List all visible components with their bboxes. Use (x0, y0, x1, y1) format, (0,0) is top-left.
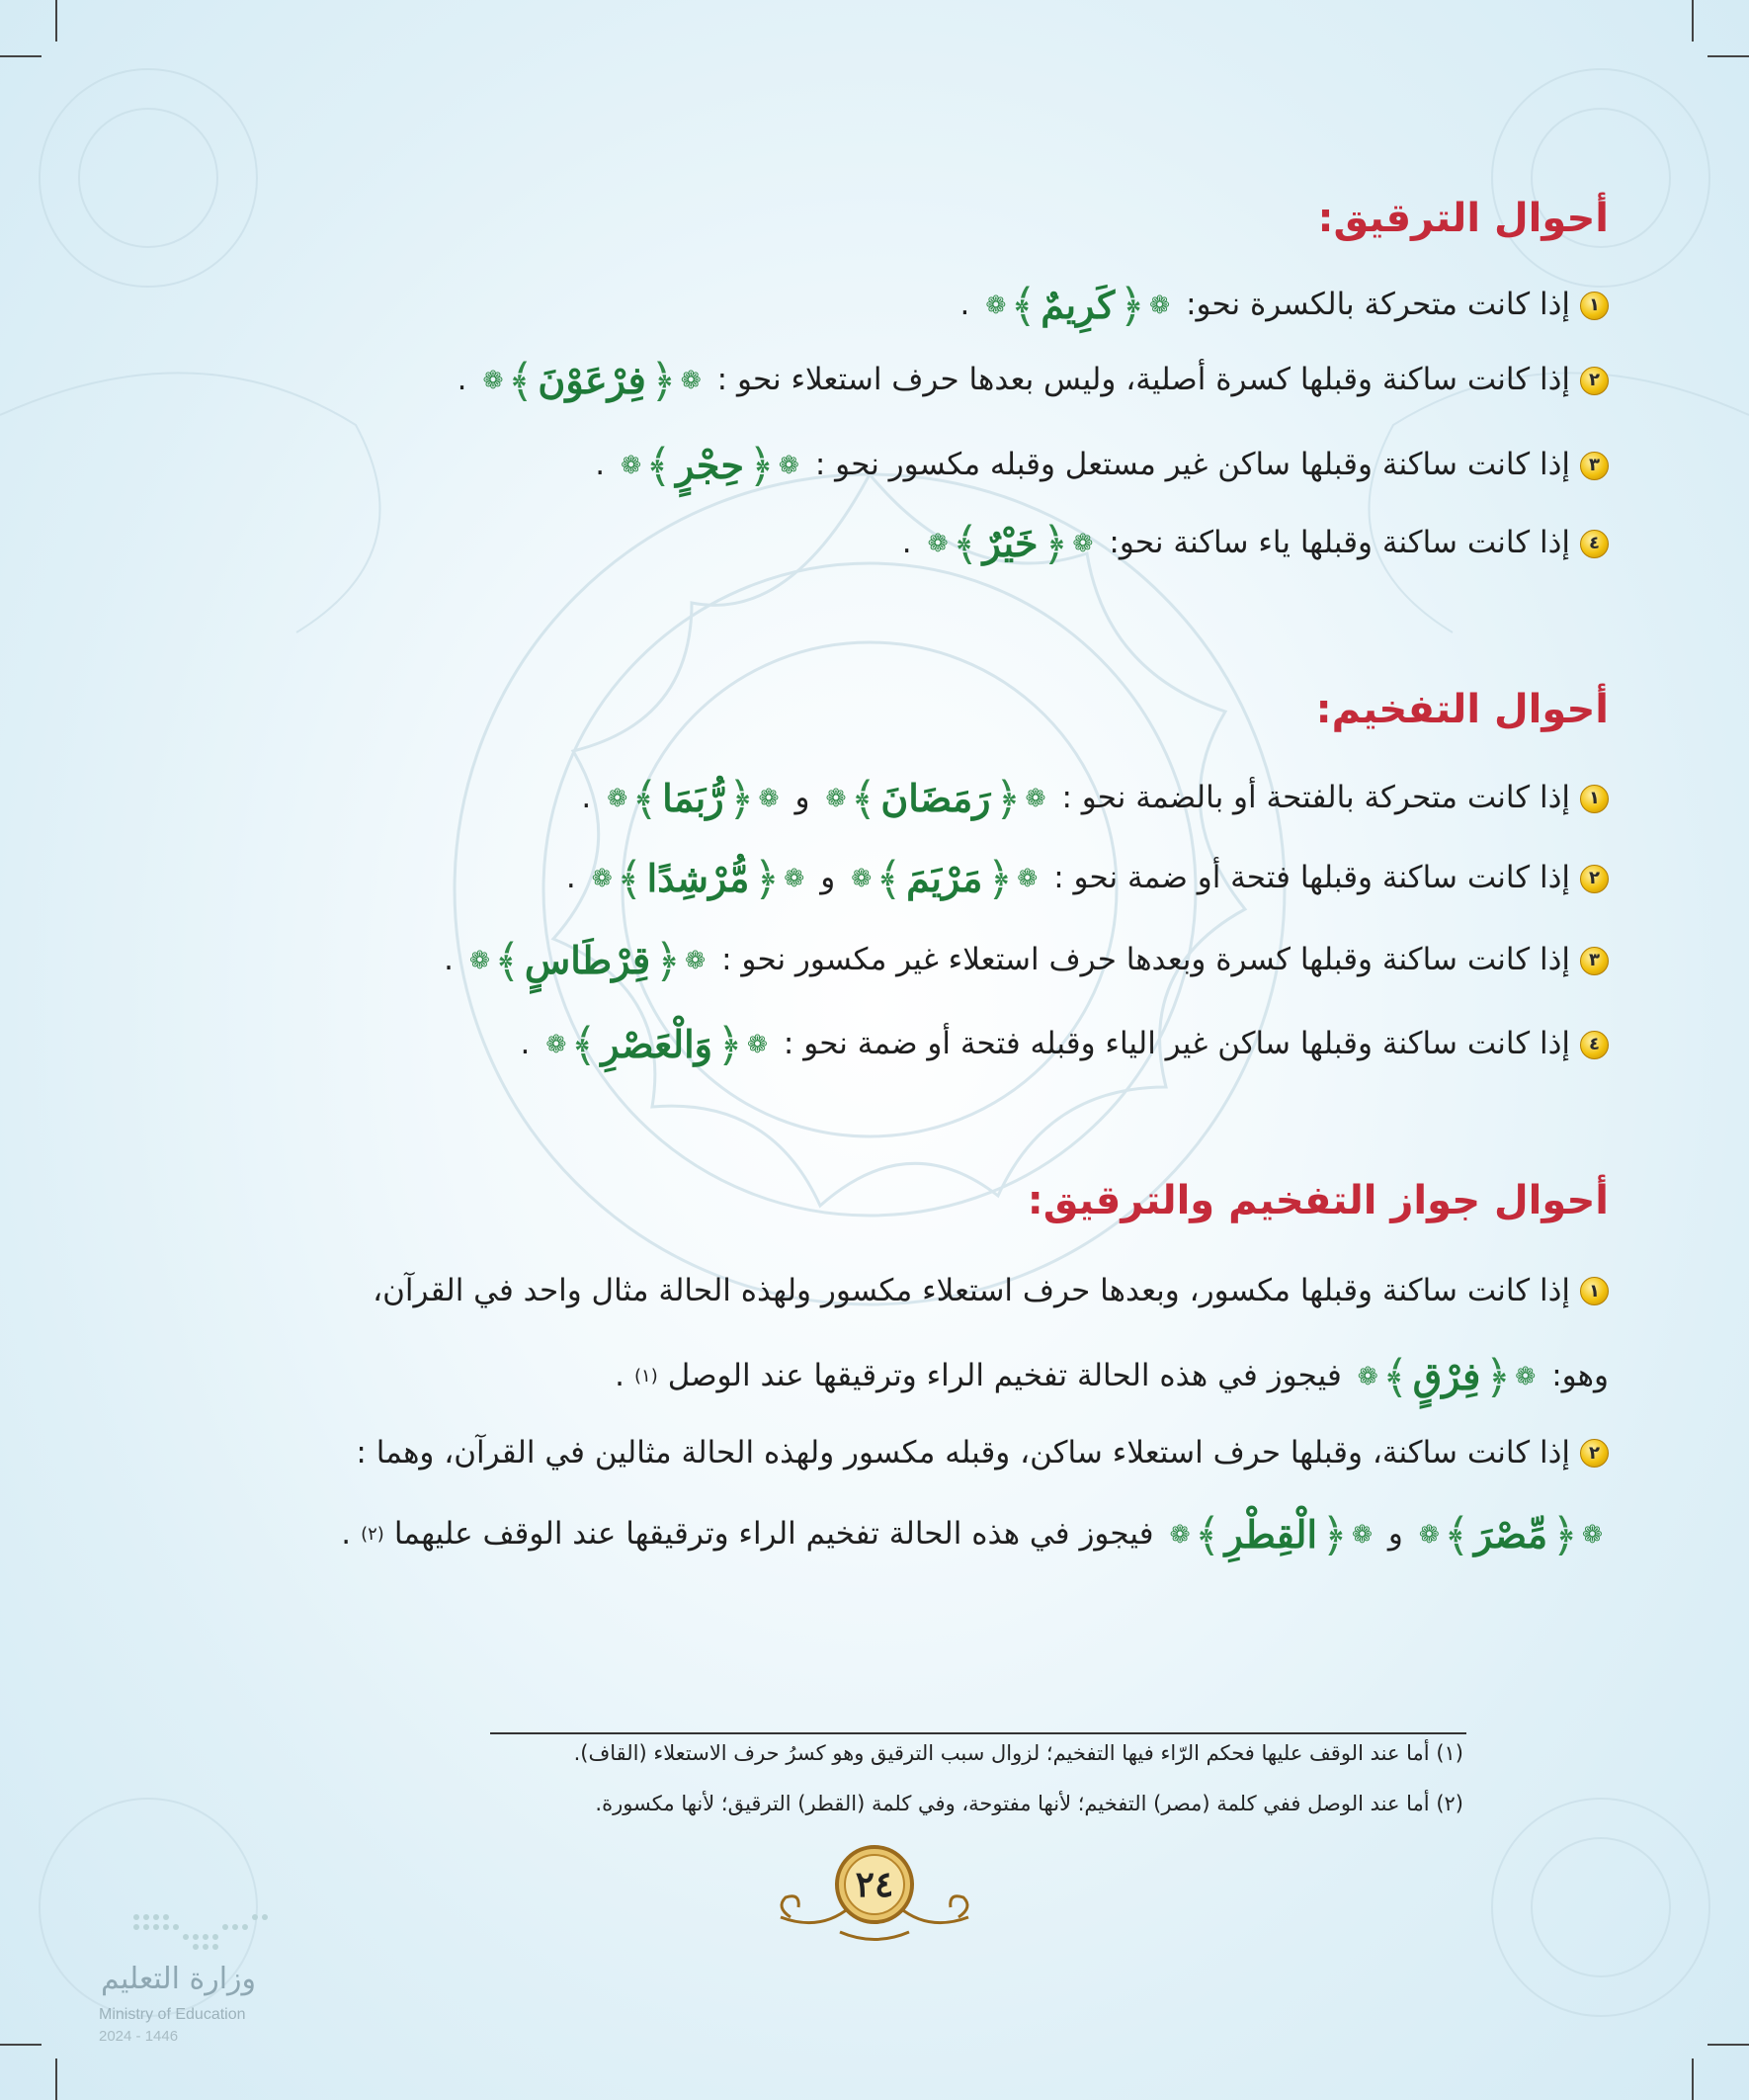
item-text: فيجوز في هذه الحالة تفخيم الراء وترقيقها عند الوقف عليهما (393, 1516, 1154, 1553)
number-badge: ١ (1580, 1277, 1609, 1305)
item-text: إذا كانت متحركة بالكسرة نحو: (1186, 287, 1570, 323)
conjunction: و (794, 780, 810, 816)
ornate-bracket-icon: ﴾ (570, 1018, 598, 1071)
list-item (138, 354, 1609, 407)
ornate-bracket-icon: ﴾ (850, 772, 877, 825)
item-text: إذا كانت ساكنة وقبلها كسرة أصلية، وليس بعدها حرف استعلاء نحو : (716, 362, 1570, 398)
ornament-icon: ❁ (482, 366, 504, 394)
list-item (138, 1273, 1609, 1309)
ornament-icon: ❁ (778, 451, 799, 479)
ornate-bracket-icon: ﴾ (1381, 1350, 1409, 1403)
number-badge: ٣ (1580, 452, 1609, 480)
quran-word (1413, 1508, 1609, 1561)
ornate-bracket-icon: ﴾ (631, 772, 659, 825)
item-end: . (341, 1516, 352, 1553)
ornament-icon: ❁ (784, 864, 805, 892)
item-text: فيجوز في هذه الحالة تفخيم الراء وترقيقها عند الوصل (667, 1358, 1342, 1394)
quran-word (922, 517, 1100, 570)
ornate-bracket-icon: ﴿ (1119, 279, 1146, 332)
quran-word-text: وَالْعَصْرِ (601, 1022, 712, 1067)
quran-word-text: مَرْيَمَ (906, 856, 983, 901)
quran-word-text: مِّصْرَ (1473, 1512, 1548, 1557)
ministry-logo (97, 1907, 324, 2056)
list-item (138, 439, 1609, 492)
item-end: . (959, 287, 970, 323)
ornate-bracket-icon: ﴿ (1551, 1508, 1579, 1561)
number-badge: ٢ (1580, 865, 1609, 893)
ornament-icon: ❁ (1515, 1362, 1537, 1390)
ornament-icon: ❁ (621, 451, 642, 479)
number-badge: ٣ (1580, 947, 1609, 975)
quran-word (540, 1018, 774, 1071)
ministry-name-english: Ministry of Education (99, 2006, 246, 2023)
ornament-icon: ❁ (591, 864, 613, 892)
logo-dots-icon (126, 1907, 285, 1957)
ornament-icon: ❁ (545, 1030, 567, 1058)
ornament-icon: ❁ (1017, 864, 1039, 892)
ornate-bracket-icon: ﴿ (727, 772, 755, 825)
quran-word (463, 934, 711, 987)
ornament-icon: ❁ (851, 864, 873, 892)
footnote-divider (490, 1732, 1466, 1734)
ornate-bracket-icon: ﴿ (654, 934, 682, 987)
footnote-ref[interactable]: (٢) (361, 1524, 384, 1546)
item-end: . (901, 525, 912, 561)
edition-year: 2024 - 1446 (99, 2028, 179, 2045)
list-item (138, 772, 1609, 825)
ornament-icon: ❁ (680, 366, 702, 394)
ornament-icon: ❁ (1351, 1520, 1373, 1549)
ornate-bracket-icon: ﴿ (986, 852, 1014, 905)
quran-word (1164, 1508, 1378, 1561)
section-heading-tafkheem: أحوال التفخيم: (1315, 687, 1609, 732)
ministry-name-arabic: وزارة التعليم (101, 1962, 257, 1996)
number-badge: ٢ (1580, 1439, 1609, 1468)
quran-word (979, 279, 1176, 332)
list-item-continuation (138, 1350, 1609, 1403)
ornament-icon: ❁ (1582, 1520, 1603, 1549)
number-badge: ٤ (1580, 530, 1609, 558)
ornate-bracket-icon: ﴾ (616, 852, 643, 905)
quran-word (1352, 1350, 1541, 1403)
item-text: إذا كانت ساكنة وقبلها فتحة أو ضمة نحو : (1053, 860, 1570, 896)
item-text: إذا كانت متحركة بالفتحة أو بالضمة نحو : (1061, 780, 1570, 816)
item-end: . (565, 860, 576, 896)
item-end: . (581, 780, 592, 816)
section-heading-jawaz: أحوال جواز التفخيم والترقيق: (1027, 1178, 1609, 1223)
quran-word (586, 852, 810, 905)
list-item (138, 517, 1609, 570)
ornate-bracket-icon: ﴾ (875, 852, 903, 905)
conjunction: و (1387, 1516, 1403, 1553)
ornate-bracket-icon: ﴾ (1010, 279, 1038, 332)
ornament-icon: ❁ (758, 784, 780, 812)
ornament-icon: ❁ (685, 946, 707, 974)
footnote-1: (١) أما عند الوقف عليها فحكم الرّاء فيها التفخيم؛ لزوال سبب الترقيق وهو كسرُ حرف الاستعلاء (القاف). (573, 1741, 1463, 1765)
ornament-icon: ❁ (1025, 784, 1046, 812)
item-text: إذا كانت ساكنة، وقبلها حرف استعلاء ساكن، وقبله مكسور ولهذه الحالة مثالين في القرآن، وهما : (356, 1435, 1570, 1470)
ornate-bracket-icon: ﴿ (649, 354, 677, 407)
quran-word-text: فِرْقٍ (1412, 1354, 1481, 1399)
ornate-bracket-icon: ﴾ (1194, 1508, 1221, 1561)
ornate-bracket-icon: ﴿ (1484, 1350, 1512, 1403)
list-item (138, 279, 1609, 332)
list-item-continuation (138, 1508, 1609, 1561)
item-text: إذا كانت ساكنة وقبلها كسرة وبعدها حرف استعلاء غير مكسور نحو : (721, 942, 1570, 978)
ornament-icon: ❁ (1357, 1362, 1378, 1390)
ornate-bracket-icon: ﴿ (994, 772, 1022, 825)
list-item (138, 1018, 1609, 1071)
list-item (138, 852, 1609, 905)
list-item (138, 934, 1609, 987)
ornament-icon: ❁ (1149, 291, 1171, 319)
quran-word-text: فِرْعَوْنَ (538, 358, 646, 403)
quran-word (477, 354, 708, 407)
quran-word-text: رُّبَمَا (662, 776, 724, 821)
item-text: إذا كانت ساكنة وقبلها ساكن غير مستعل وقبله مكسور نحو : (814, 447, 1570, 483)
quran-word (845, 852, 1043, 905)
ornate-bracket-icon: ﴿ (1041, 517, 1069, 570)
ornate-bracket-icon: ﴾ (493, 934, 521, 987)
number-badge: ٤ (1580, 1031, 1609, 1059)
number-badge: ١ (1580, 292, 1609, 320)
quran-word-text: خَيْرٌ (982, 521, 1039, 566)
item-text: إذا كانت ساكنة وقبلها ياء ساكنة نحو: (1109, 525, 1570, 561)
quran-word (601, 772, 785, 825)
number-badge: ١ (1580, 785, 1609, 813)
item-end: . (595, 447, 606, 483)
quran-word (615, 439, 805, 492)
item-end: . (615, 1358, 625, 1394)
ornament-icon: ❁ (825, 784, 847, 812)
item-end: . (457, 362, 467, 398)
ornament-icon: ❁ (1169, 1520, 1191, 1549)
ornate-bracket-icon: ﴿ (1321, 1508, 1348, 1561)
ornate-bracket-icon: ﴿ (715, 1018, 743, 1071)
quran-word (819, 772, 1051, 825)
ornate-bracket-icon: ﴾ (507, 354, 535, 407)
ornament-icon: ❁ (985, 291, 1007, 319)
footnote-ref[interactable]: (١) (634, 1366, 658, 1387)
item-text: إذا كانت ساكنة وقبلها ساكن غير الياء وقبله فتحة أو ضمة نحو : (783, 1026, 1570, 1062)
number-badge: ٢ (1580, 367, 1609, 395)
list-item (138, 1435, 1609, 1471)
ornament-icon: ❁ (468, 946, 490, 974)
footnote-2: (٢) أما عند الوصل ففي كلمة (مصر) التفخيم؛ لأنها مفتوحة، وفي كلمة (القطر) الترقيق؛ لأنها مكسورة. (595, 1792, 1463, 1815)
item-end: . (444, 942, 454, 978)
ornament-icon: ❁ (1072, 529, 1094, 557)
quran-word-text: كَرِيمٌ (1041, 283, 1116, 328)
page-number: ٢٤ (855, 1864, 894, 1905)
ornate-bracket-icon: ﴿ (747, 439, 775, 492)
ornate-bracket-icon: ﴾ (1443, 1508, 1470, 1561)
quran-word-text: الْقِطْرِ (1224, 1512, 1318, 1557)
ornament-icon: ❁ (1418, 1520, 1440, 1549)
item-end: . (520, 1026, 531, 1062)
ornate-bracket-icon: ﴿ (753, 852, 781, 905)
quran-word-text: مُّرْشِدًا (646, 856, 750, 901)
section-heading-tarqeeq: أحوال الترقيق: (1317, 196, 1609, 241)
ornament-icon: ❁ (746, 1030, 768, 1058)
item-text: إذا كانت ساكنة وقبلها مكسور، وبعدها حرف استعلاء مكسور ولهذه الحالة مثال واحد في القرآن، (373, 1273, 1570, 1308)
quran-word-text: قِرْطَاسٍ (524, 938, 651, 983)
quran-word-text: حِجْرٍ (675, 443, 744, 488)
ornament-icon: ❁ (607, 784, 628, 812)
ornament-icon: ❁ (927, 529, 949, 557)
item-text: وهو: (1551, 1358, 1609, 1394)
conjunction: و (820, 860, 836, 896)
ornate-bracket-icon: ﴾ (952, 517, 979, 570)
ornate-bracket-icon: ﴾ (645, 439, 672, 492)
quran-word-text: رَمَضَانَ (880, 776, 991, 821)
